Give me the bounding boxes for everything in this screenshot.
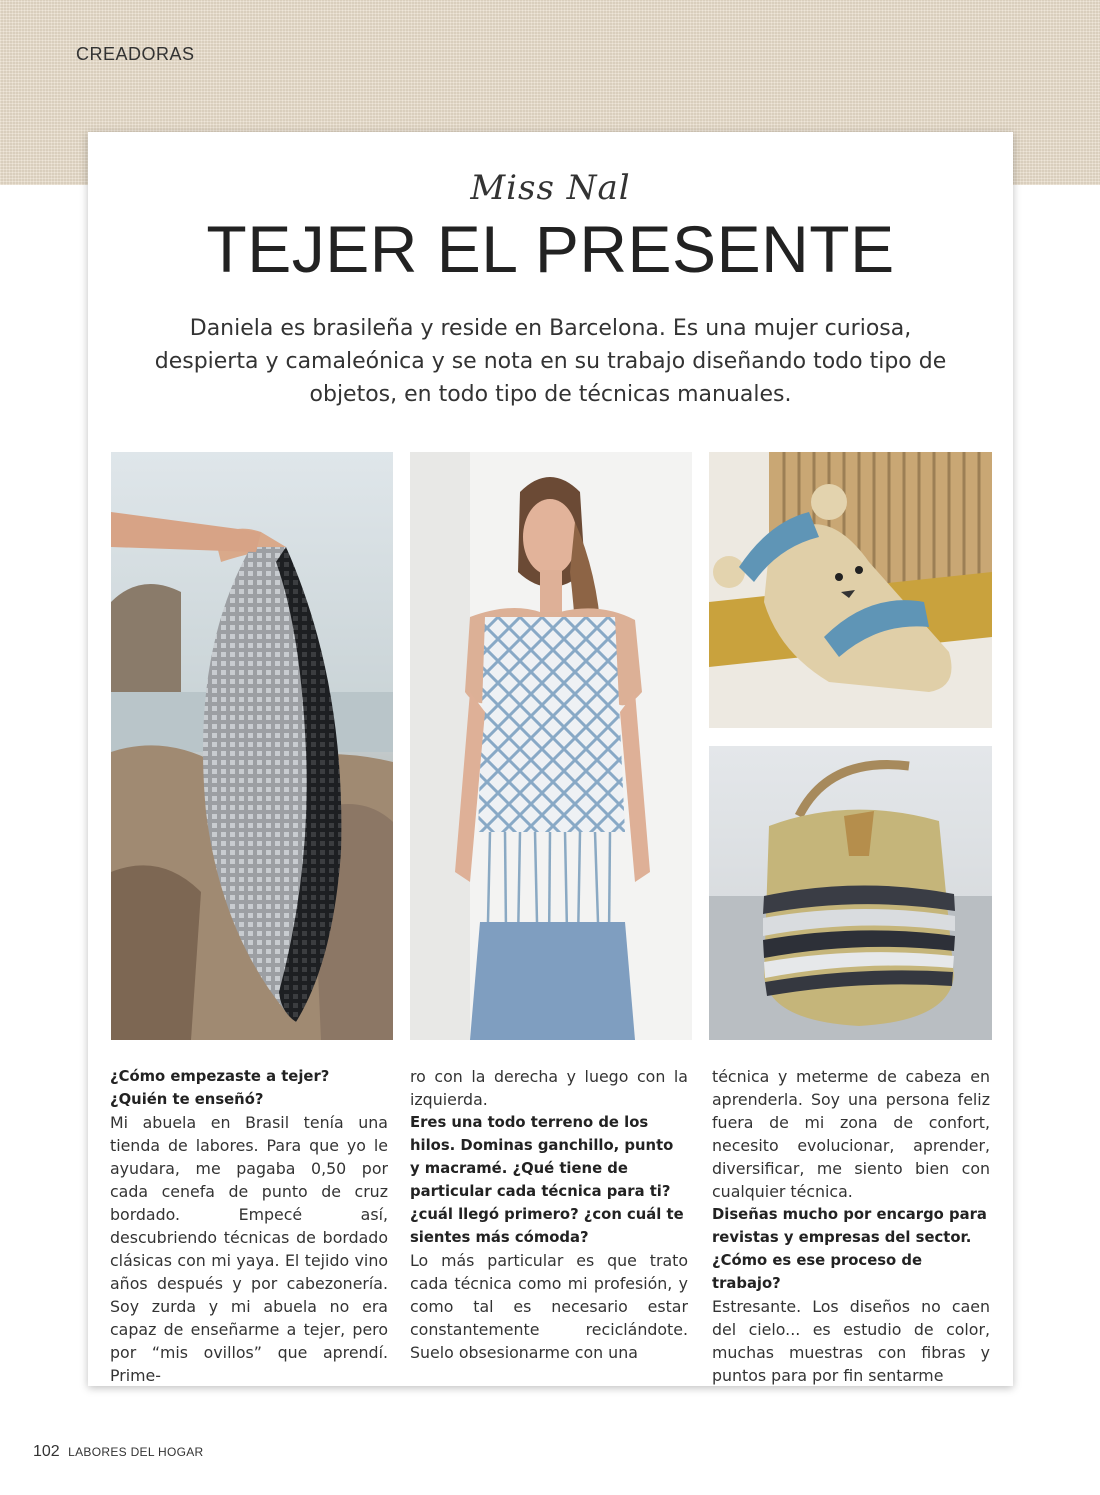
author-name: Miss Nal <box>470 168 631 208</box>
question-1: ¿Cómo empezaste a tejer? ¿Quién te enseñó? <box>110 1068 330 1108</box>
section-label: CREADORAS <box>76 44 195 64</box>
photo-striped-bag <box>709 746 992 1040</box>
photo-macrame-top <box>410 452 692 1040</box>
photo-net-bag <box>111 452 393 1040</box>
text-column-1 <box>110 1065 388 1387</box>
text-column-3 <box>712 1065 990 1387</box>
page-footer <box>33 1443 204 1461</box>
photo-knitted-cat <box>709 452 992 728</box>
answer-2: Lo más particular es que trato cada técnica como mi profesión, y como tal es necesario estar constantemente reciclándote. Suelo obsesionarme con una <box>410 1251 688 1362</box>
answer-1-continued: ro con la derecha y luego con la izquierda. <box>410 1067 688 1109</box>
page-number: 102 <box>33 1443 60 1460</box>
article-card <box>88 132 1013 1386</box>
answer-2-continued: técnica y meterme de cabeza en aprenderla. Soy una persona feliz fuera de mi zona de confort, necesito evolucionar, aprender, diversificar, me siento bien con cualquier técnica. <box>712 1067 990 1201</box>
question-2: Eres una todo terreno de los hilos. Dominas ganchillo, punto y macramé. ¿Qué tiene de particular cada técnica para ti? ¿cuál llegó primero? ¿con cuál te sientes más cómoda? <box>410 1114 684 1246</box>
text-column-2 <box>410 1065 688 1364</box>
article-intro: Daniela es brasileña y reside en Barcelona. Es una mujer curiosa, despierta y camaleónica y se nota en su trabajo diseñando todo tipo de objetos, en todo tipo de técnicas manuales. <box>154 316 947 407</box>
answer-1: Mi abuela en Brasil tenía una tienda de labores. Para que yo le ayudara, me pagaba 0,50 por cada cenefa de punto de cruz bordado. Empecé así, descubriendo técnicas de bordado clásicas con mi yaya. El tejido vino años después y por cabezonería. Soy zurda y mi abuela no era capaz de enseñarme a tejer, pero por “mis ovillos” que aprendí. Prime- <box>110 1113 388 1385</box>
article-title: TEJER EL PRESENTE <box>206 212 895 286</box>
publication-name: LABORES DEL HOGAR <box>68 1445 204 1459</box>
answer-3: Estresante. Los diseños no caen del cielo... es estudio de color, muchas muestras con fibras y puntos para por fin sentarme <box>712 1297 990 1385</box>
question-3: Diseñas mucho por encargo para revistas y empresas del sector. ¿Cómo es ese proceso de trabajo? <box>712 1206 987 1292</box>
